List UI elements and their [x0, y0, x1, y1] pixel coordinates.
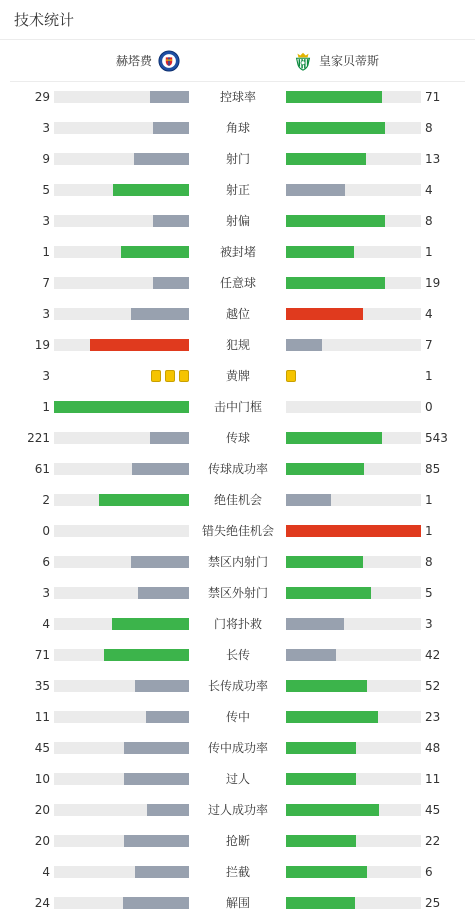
home-bar-fill	[153, 215, 189, 227]
away-value: 52	[425, 679, 441, 693]
home-bar-fill	[123, 897, 189, 909]
away-bar-fill	[286, 153, 366, 165]
away-bar-track	[286, 463, 421, 475]
home-value: 71	[34, 648, 50, 662]
home-bar-track	[54, 556, 189, 568]
home-bar-fill	[150, 432, 189, 444]
home-bar-track	[54, 184, 189, 196]
home-bar-track	[54, 91, 189, 103]
away-bar-fill	[286, 339, 322, 351]
home-bar-fill	[138, 587, 189, 599]
home-value: 45	[34, 741, 50, 755]
stat-label: 过人	[225, 772, 250, 786]
away-value: 8	[425, 555, 433, 569]
away-value: 0	[425, 400, 433, 414]
stat-label: 错失绝佳机会	[201, 524, 274, 538]
stat-label: 被封堵	[219, 245, 256, 259]
home-value: 3	[42, 214, 50, 228]
away-bar-fill	[286, 897, 355, 909]
home-bar-fill	[121, 246, 189, 258]
home-bar-track	[54, 463, 189, 475]
home-value: 4	[42, 865, 50, 879]
stat-row	[0, 144, 475, 175]
away-value: 8	[425, 214, 433, 228]
away-value: 11	[425, 772, 441, 786]
real-betis-crest-icon	[292, 50, 314, 72]
away-bar-fill	[286, 308, 363, 320]
home-bar-fill	[153, 122, 189, 134]
home-bar-fill	[132, 463, 189, 475]
away-bar-track	[286, 618, 421, 630]
away-bar-fill	[286, 618, 344, 630]
home-value: 11	[34, 710, 50, 724]
away-value: 19	[425, 276, 441, 290]
home-bar-track	[54, 339, 189, 351]
stat-row	[0, 361, 475, 392]
away-bar-fill	[286, 835, 356, 847]
stat-label: 任意球	[219, 276, 256, 290]
home-value: 5	[42, 183, 50, 197]
stat-row	[0, 237, 475, 268]
away-bar-track	[286, 711, 421, 723]
away-bar-track	[286, 556, 421, 568]
stat-row	[0, 206, 475, 237]
away-bar-track	[286, 680, 421, 692]
home-bar-fill	[131, 556, 189, 568]
stat-row	[0, 299, 475, 330]
home-bar-fill	[134, 153, 189, 165]
away-bar-fill	[286, 556, 363, 568]
yellow-card-icon	[151, 370, 161, 382]
home-value: 7	[42, 276, 50, 290]
home-bar-fill	[90, 339, 189, 351]
away-bar-track	[286, 587, 421, 599]
home-value: 1	[42, 245, 50, 259]
home-bar-track	[54, 401, 189, 413]
away-bar-track	[286, 835, 421, 847]
home-bar-fill	[124, 773, 189, 785]
away-value: 23	[425, 710, 441, 724]
yellow-card-icon	[179, 370, 189, 382]
stat-label: 黄牌	[225, 369, 250, 383]
away-bar-track	[286, 773, 421, 785]
stat-label: 越位	[225, 307, 250, 321]
stat-row	[0, 640, 475, 671]
away-bar-fill	[286, 711, 378, 723]
away-value: 4	[425, 183, 433, 197]
away-bar-fill	[286, 525, 421, 537]
away-bar-fill	[286, 122, 385, 134]
home-value: 1	[42, 400, 50, 414]
stats-title-bar	[0, 0, 475, 40]
away-bar-fill	[286, 184, 345, 196]
away-value: 13	[425, 152, 441, 166]
home-bar-track	[54, 153, 189, 165]
stat-label: 传中	[225, 710, 250, 724]
away-bar-track	[286, 525, 421, 537]
home-bar-track	[54, 866, 189, 878]
away-bar-track	[286, 649, 421, 661]
team-header	[10, 40, 465, 82]
stat-label: 角球	[225, 121, 250, 135]
away-team[interactable]	[292, 40, 379, 81]
home-bar-track	[54, 215, 189, 227]
stat-label: 长传	[225, 648, 250, 662]
away-value: 6	[425, 865, 433, 879]
away-bar-track	[286, 339, 421, 351]
home-bar-fill	[124, 835, 189, 847]
home-value: 3	[42, 307, 50, 321]
stat-row	[0, 423, 475, 454]
away-value: 3	[425, 617, 433, 631]
stat-row	[0, 857, 475, 888]
stat-label: 控球率	[219, 90, 256, 104]
stat-label: 射偏	[225, 214, 250, 228]
home-bar-track	[54, 649, 189, 661]
home-value: 3	[42, 369, 50, 383]
away-team-name: 皇家贝蒂斯	[319, 54, 380, 68]
stat-label: 禁区内射门	[207, 555, 268, 569]
home-bar-fill	[104, 649, 189, 661]
home-yellow-cards	[151, 370, 189, 383]
stat-row	[0, 113, 475, 144]
away-bar-track	[286, 432, 421, 444]
yellow-card-icon	[286, 370, 296, 382]
away-bar-fill	[286, 804, 379, 816]
home-bar-fill	[150, 91, 189, 103]
away-value: 22	[425, 834, 441, 848]
home-bar-fill	[135, 866, 189, 878]
away-value: 25	[425, 896, 441, 910]
home-value: 29	[34, 90, 50, 104]
away-bar-track	[286, 153, 421, 165]
home-bar-track	[54, 804, 189, 816]
home-bar-track	[54, 711, 189, 723]
home-bar-track	[54, 308, 189, 320]
away-bar-track	[286, 494, 421, 506]
stat-label: 长传成功率	[207, 679, 268, 693]
home-bar-fill	[131, 308, 189, 320]
home-bar-fill	[124, 742, 189, 754]
away-bar-fill	[286, 494, 331, 506]
away-yellow-cards	[286, 370, 296, 383]
home-bar-track	[54, 587, 189, 599]
away-bar-track	[286, 401, 421, 413]
home-value: 3	[42, 121, 50, 135]
home-value: 35	[34, 679, 50, 693]
home-value: 20	[34, 834, 50, 848]
away-bar-fill	[286, 91, 382, 103]
home-bar-fill	[153, 277, 189, 289]
stat-label: 门将扑救	[213, 617, 262, 631]
home-value: 61	[34, 462, 50, 476]
away-value: 1	[425, 245, 433, 259]
away-bar-fill	[286, 773, 356, 785]
stat-label: 传中成功率	[207, 741, 268, 755]
home-value: 4	[42, 617, 50, 631]
away-value: 5	[425, 586, 433, 600]
away-bar-track	[286, 184, 421, 196]
away-bar-track	[286, 91, 421, 103]
away-value: 71	[425, 90, 441, 104]
away-bar-fill	[286, 680, 367, 692]
stat-row	[0, 175, 475, 206]
away-bar-track	[286, 804, 421, 816]
stats-list	[0, 82, 475, 919]
away-value: 1	[425, 524, 433, 538]
home-value: 10	[34, 772, 50, 786]
home-bar-track	[54, 618, 189, 630]
away-bar-track	[286, 308, 421, 320]
home-bar-fill	[135, 680, 189, 692]
away-bar-track	[286, 215, 421, 227]
stat-label: 过人成功率	[207, 803, 268, 817]
stat-label: 绝佳机会	[213, 493, 262, 507]
away-value: 1	[425, 369, 433, 383]
home-bar-track	[54, 246, 189, 258]
home-bar-track	[54, 277, 189, 289]
away-bar-fill	[286, 587, 371, 599]
home-value: 3	[42, 586, 50, 600]
stat-label: 射门	[225, 152, 250, 166]
home-value: 9	[42, 152, 50, 166]
stat-label: 击中门框	[213, 400, 262, 414]
stat-label: 禁区外射门	[207, 586, 268, 600]
stat-label: 拦截	[225, 865, 250, 879]
stat-label: 抢断	[225, 834, 250, 848]
home-value: 24	[34, 896, 50, 910]
away-value: 48	[425, 741, 441, 755]
stat-row	[0, 764, 475, 795]
stat-row	[0, 671, 475, 702]
stat-row	[0, 795, 475, 826]
stat-row	[0, 578, 475, 609]
away-bar-fill	[286, 866, 367, 878]
away-value: 1	[425, 493, 433, 507]
yellow-card-icon	[165, 370, 175, 382]
away-bar-fill	[286, 742, 356, 754]
home-value: 19	[34, 338, 50, 352]
home-bar-fill	[146, 711, 189, 723]
away-bar-track	[286, 246, 421, 258]
stat-row	[0, 547, 475, 578]
away-value: 4	[425, 307, 433, 321]
home-bar-track	[54, 742, 189, 754]
stat-row	[0, 268, 475, 299]
away-bar-fill	[286, 277, 385, 289]
stat-label: 犯规	[225, 338, 250, 352]
home-bar-fill	[147, 804, 189, 816]
stat-label: 传球	[225, 431, 250, 445]
stat-label: 射正	[225, 183, 250, 197]
home-value: 2	[42, 493, 50, 507]
home-bar-track	[54, 897, 189, 909]
home-bar-track	[54, 835, 189, 847]
stat-row	[0, 609, 475, 640]
away-bar-track	[286, 866, 421, 878]
stat-row	[0, 392, 475, 423]
page-title: 技术统计	[14, 11, 75, 29]
away-bar-fill	[286, 215, 385, 227]
stat-row	[0, 485, 475, 516]
home-bar-fill	[113, 184, 189, 196]
away-bar-fill	[286, 463, 364, 475]
getafe-crest-icon	[158, 50, 180, 72]
home-value: 6	[42, 555, 50, 569]
away-value: 543	[425, 431, 448, 445]
away-bar-fill	[286, 649, 336, 661]
stat-row	[0, 826, 475, 857]
away-value: 7	[425, 338, 433, 352]
home-value: 221	[27, 431, 50, 445]
away-bar-track	[286, 742, 421, 754]
away-value: 85	[425, 462, 441, 476]
home-value: 0	[42, 524, 50, 538]
home-bar-track	[54, 122, 189, 134]
home-bar-track	[54, 525, 189, 537]
stat-row	[0, 888, 475, 919]
away-value: 42	[425, 648, 441, 662]
home-bar-track	[54, 773, 189, 785]
stat-label: 传球成功率	[207, 462, 268, 476]
away-bar-fill	[286, 246, 354, 258]
home-bar-track	[54, 494, 189, 506]
home-bar-track	[54, 680, 189, 692]
home-value: 20	[34, 803, 50, 817]
home-bar-fill	[99, 494, 189, 506]
away-bar-track	[286, 897, 421, 909]
away-bar-fill	[286, 432, 382, 444]
stat-row	[0, 82, 475, 113]
home-team[interactable]	[116, 40, 180, 81]
away-bar-track	[286, 277, 421, 289]
away-bar-track	[286, 122, 421, 134]
stat-label: 解围	[225, 896, 250, 910]
stat-row	[0, 733, 475, 764]
stat-row	[0, 454, 475, 485]
home-bar-track	[54, 432, 189, 444]
stat-row	[0, 516, 475, 547]
stat-row	[0, 702, 475, 733]
stat-row	[0, 330, 475, 361]
home-bar-fill	[54, 401, 189, 413]
away-value: 8	[425, 121, 433, 135]
home-team-name: 赫塔费	[115, 54, 152, 68]
home-bar-fill	[112, 618, 189, 630]
away-value: 45	[425, 803, 441, 817]
